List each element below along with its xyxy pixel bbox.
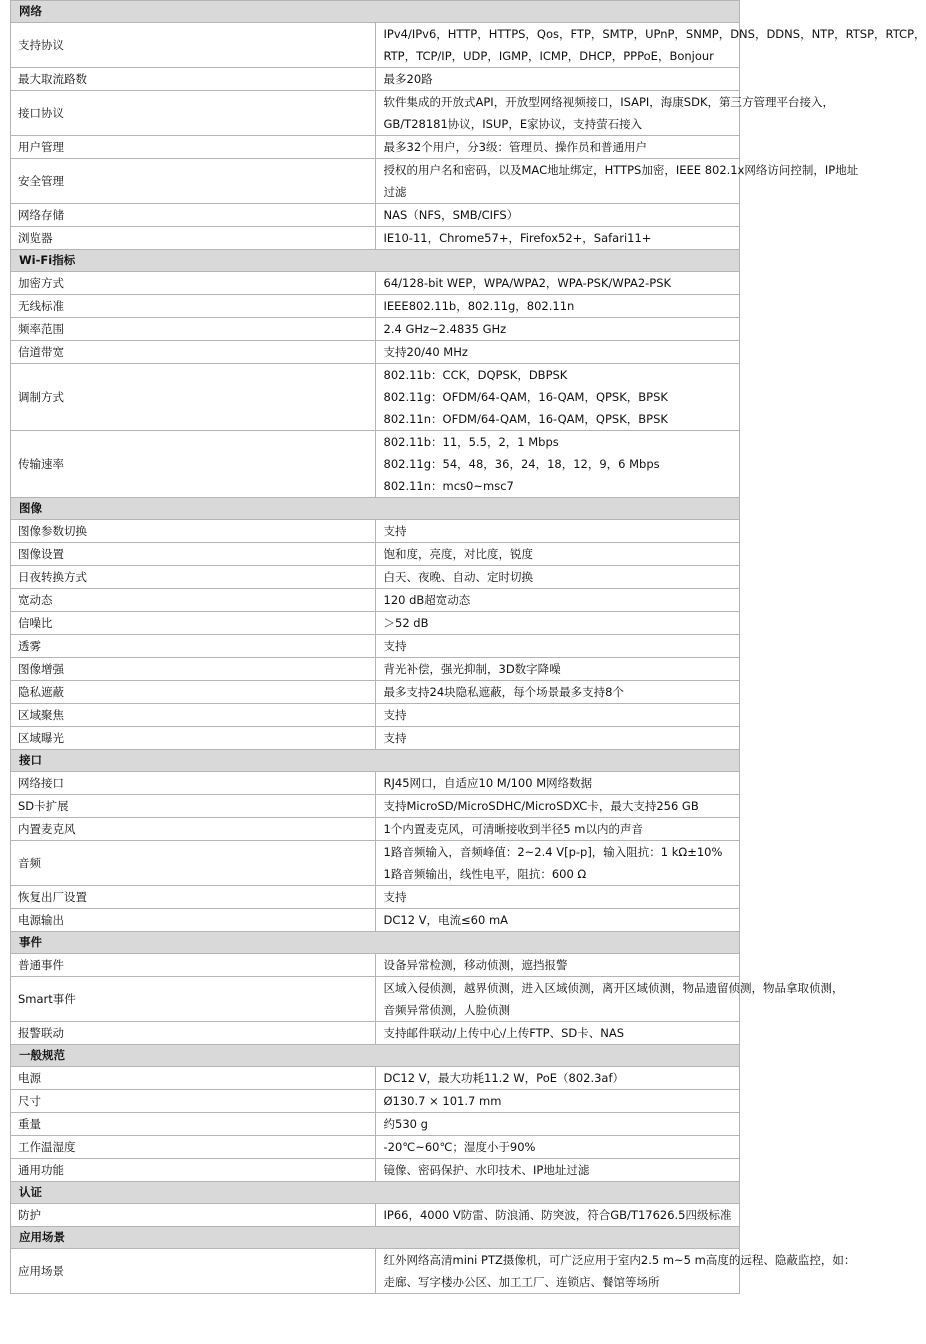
spec-value <box>375 1022 740 1045</box>
spec-row <box>11 658 740 681</box>
section-header <box>11 250 740 272</box>
spec-label: 加密方式 <box>11 272 376 295</box>
spec-label: 恢复出厂设置 <box>11 886 376 909</box>
spec-row <box>11 886 740 909</box>
spec-value <box>375 1090 740 1113</box>
spec-label: 普通事件 <box>11 954 376 977</box>
spec-value-line: 最多20路 <box>383 72 433 86</box>
spec-label: 电源 <box>11 1067 376 1090</box>
spec-value <box>375 1067 740 1090</box>
spec-label: 音频 <box>11 841 376 886</box>
spec-row <box>11 159 740 204</box>
spec-label: 图像增强 <box>11 658 376 681</box>
spec-row <box>11 543 740 566</box>
spec-value-line: 120 dB超宽动态 <box>383 593 471 607</box>
spec-row <box>11 589 740 612</box>
section-header <box>11 1 740 23</box>
spec-label: 传输速率 <box>11 431 376 498</box>
spec-value-line: 802.11b：11，5.5，2，1 Mbps <box>383 435 559 449</box>
spec-value-line: 支持 <box>383 708 407 722</box>
spec-value-line: DC12 V，最大功耗11.2 W，PoE（802.3af） <box>383 1071 625 1085</box>
spec-value <box>375 566 740 589</box>
spec-label: 内置麦克风 <box>11 818 376 841</box>
spec-label: SD卡扩展 <box>11 795 376 818</box>
spec-value <box>375 589 740 612</box>
spec-value <box>375 977 844 1022</box>
spec-value-line: 约530 g <box>383 1117 428 1131</box>
spec-row <box>11 295 740 318</box>
spec-value <box>375 772 740 795</box>
spec-value <box>375 543 740 566</box>
spec-value-line: 走廊、写字楼办公区、加工工厂、连锁店、餐馆等场所 <box>383 1275 660 1289</box>
spec-row <box>11 1022 740 1045</box>
spec-label: 应用场景 <box>11 1249 376 1294</box>
section-title: Wi-Fi指标 <box>11 250 740 272</box>
spec-row <box>11 1067 740 1090</box>
spec-row <box>11 1136 740 1159</box>
spec-value-line: 授权的用户名和密码，以及MAC地址绑定，HTTPS加密，IEEE 802.1x网络访问控制，IP地址 <box>383 163 859 177</box>
spec-value-line: IEEE802.11b，802.11g，802.11n <box>383 299 575 313</box>
spec-row <box>11 431 740 498</box>
spec-value-line: 最多32个用户，分3级：管理员、操作员和普通用户 <box>383 140 647 154</box>
spec-row <box>11 272 740 295</box>
spec-value-line: NAS（NFS，SMB/CIFS） <box>383 208 519 222</box>
spec-row <box>11 520 740 543</box>
spec-value <box>375 612 740 635</box>
spec-value-line: 2.4 GHz~2.4835 GHz <box>383 322 507 336</box>
spec-value <box>375 318 740 341</box>
spec-value <box>375 1159 740 1182</box>
spec-value-line: 64/128-bit WEP，WPA/WPA2，WPA-PSK/WPA2-PSK <box>383 276 672 290</box>
spec-value-line: -20℃~60℃；湿度小于90% <box>383 1140 536 1154</box>
spec-row <box>11 364 740 431</box>
spec-label: 用户管理 <box>11 136 376 159</box>
spec-value-line: IP66，4000 V防雷、防浪涌、防突波，符合GB/T17626.5四级标准 <box>383 1208 732 1222</box>
spec-value <box>375 635 740 658</box>
spec-row <box>11 612 740 635</box>
spec-value <box>375 68 740 91</box>
spec-value <box>375 704 740 727</box>
spec-value-line: 背光补偿，强光抑制，3D数字降噪 <box>383 662 561 676</box>
spec-label: 宽动态 <box>11 589 376 612</box>
spec-label: 尺寸 <box>11 1090 376 1113</box>
section-title: 认证 <box>11 1182 740 1204</box>
spec-value-line: 设备异常检测，移动侦测，遮挡报警 <box>383 958 568 972</box>
spec-value <box>375 227 740 250</box>
spec-label: 浏览器 <box>11 227 376 250</box>
spec-row <box>11 204 740 227</box>
spec-value-line: Ø130.7 × 101.7 mm <box>383 1094 502 1108</box>
spec-value-line: 支持 <box>383 890 407 904</box>
spec-value-line: 支持20/40 MHz <box>383 345 468 359</box>
spec-value <box>375 841 740 886</box>
spec-row <box>11 681 740 704</box>
spec-value <box>375 295 740 318</box>
section-header <box>11 932 740 954</box>
spec-row <box>11 136 740 159</box>
spec-label: 电源输出 <box>11 909 376 932</box>
spec-label: 网络存储 <box>11 204 376 227</box>
section-header <box>11 498 740 520</box>
spec-value-line: 白天、夜晚、自动、定时切换 <box>383 570 533 584</box>
spec-table-body <box>11 1 926 1294</box>
spec-row <box>11 1249 740 1294</box>
section-title: 一般规范 <box>11 1045 740 1067</box>
spec-label: 重量 <box>11 1113 376 1136</box>
spec-label: 区域聚焦 <box>11 704 376 727</box>
spec-label: 信噪比 <box>11 612 376 635</box>
spec-row <box>11 1204 740 1227</box>
spec-label: 图像设置 <box>11 543 376 566</box>
spec-value <box>375 1113 740 1136</box>
spec-label: 安全管理 <box>11 159 376 204</box>
spec-value-line: 802.11n：OFDM/64-QAM，16-QAM，QPSK，BPSK <box>383 412 668 426</box>
spec-row <box>11 318 740 341</box>
spec-value-line: 区域入侵侦测，越界侦测，进入区域侦测，离开区域侦测，物品遗留侦测，物品拿取侦测， <box>383 981 844 995</box>
spec-value-line: 1路音频输入，音频峰值：2~2.4 V[p-p]，输入阻抗：1 kΩ±10% <box>383 845 723 859</box>
spec-value-line: 音频异常侦测，人脸侦测 <box>383 1003 510 1017</box>
spec-value <box>375 818 740 841</box>
spec-value-line: ＞52 dB <box>383 616 429 630</box>
spec-value-line: DC12 V，电流≤60 mA <box>383 913 509 927</box>
spec-row <box>11 68 740 91</box>
spec-row <box>11 909 740 932</box>
spec-value-line: 1路音频输出，线性电平，阻抗：600 Ω <box>383 867 587 881</box>
spec-row <box>11 772 740 795</box>
section-title: 图像 <box>11 498 740 520</box>
spec-value-line: 802.11g：54，48，36，24，18，12，9，6 Mbps <box>383 457 660 471</box>
section-header <box>11 1045 740 1067</box>
spec-row <box>11 795 740 818</box>
spec-row <box>11 1159 740 1182</box>
spec-value-line: 支持邮件联动/上传中心/上传FTP、SD卡、NAS <box>383 1026 625 1040</box>
spec-value-line: 镜像、密码保护、水印技术、IP地址过滤 <box>383 1163 590 1177</box>
spec-value-line: 饱和度，亮度，对比度，锐度 <box>383 547 533 561</box>
section-header <box>11 1182 740 1204</box>
spec-label: 防护 <box>11 1204 376 1227</box>
spec-row <box>11 977 740 1022</box>
spec-value <box>375 520 740 543</box>
section-title: 接口 <box>11 750 740 772</box>
spec-row <box>11 341 740 364</box>
spec-label: 网络接口 <box>11 772 376 795</box>
spec-value <box>375 136 740 159</box>
spec-label: 调制方式 <box>11 364 376 431</box>
spec-row <box>11 1113 740 1136</box>
spec-value <box>375 1204 740 1227</box>
spec-label: 支持协议 <box>11 23 376 68</box>
section-title: 事件 <box>11 932 740 954</box>
spec-value-line: GB/T28181协议，ISUP，E家协议，支持萤石接入 <box>383 117 643 131</box>
spec-label: 日夜转换方式 <box>11 566 376 589</box>
spec-label: 区域曝光 <box>11 727 376 750</box>
section-title: 应用场景 <box>11 1227 740 1249</box>
spec-value <box>375 1249 856 1294</box>
spec-value <box>375 954 740 977</box>
spec-value <box>375 341 740 364</box>
spec-value <box>375 272 740 295</box>
spec-value <box>375 795 740 818</box>
spec-row <box>11 566 740 589</box>
spec-row <box>11 818 740 841</box>
spec-label: 接口协议 <box>11 91 376 136</box>
spec-value <box>375 681 740 704</box>
spec-value <box>375 886 740 909</box>
spec-value-line: 1个内置麦克风，可清晰接收到半径5 m以内的声音 <box>383 822 643 836</box>
spec-label: 图像参数切换 <box>11 520 376 543</box>
spec-value <box>375 364 740 431</box>
spec-label: Smart事件 <box>11 977 376 1022</box>
spec-value-line: 过滤 <box>383 185 407 199</box>
spec-value-line: 802.11n：mcs0~msc7 <box>383 479 514 493</box>
spec-value-line: 支持MicroSD/MicroSDHC/MicroSDXC卡，最大支持256 GB <box>383 799 699 813</box>
spec-row <box>11 727 740 750</box>
spec-value-line: RJ45网口，自适应10 M/100 M网络数据 <box>383 776 593 790</box>
spec-label: 隐私遮蔽 <box>11 681 376 704</box>
spec-row <box>11 635 740 658</box>
spec-value <box>375 91 834 136</box>
section-header <box>11 1227 740 1249</box>
spec-value <box>375 1136 740 1159</box>
spec-row <box>11 23 740 68</box>
spec-value <box>375 909 740 932</box>
spec-value-line: RTP，TCP/IP，UDP，IGMP，ICMP，DHCP，PPPoE，Bonjour <box>383 49 714 63</box>
spec-value-line: IE10-11，Chrome57+，Firefox52+，Safari11+ <box>383 231 652 245</box>
section-header <box>11 750 740 772</box>
spec-row <box>11 227 740 250</box>
spec-row <box>11 841 740 886</box>
spec-value-line: 红外网络高清mini PTZ摄像机，可广泛应用于室内2.5 m~5 m高度的远程、隐蔽监控，如： <box>383 1253 856 1267</box>
spec-value-line: 软件集成的开放式API，开放型网络视频接口，ISAPI，海康SDK，第三方管理平台接入， <box>383 95 834 109</box>
spec-row <box>11 91 740 136</box>
spec-value <box>375 431 740 498</box>
spec-row <box>11 704 740 727</box>
spec-label: 通用功能 <box>11 1159 376 1182</box>
spec-value <box>375 23 926 68</box>
spec-row <box>11 954 740 977</box>
spec-label: 信道带宽 <box>11 341 376 364</box>
spec-value-line: 802.11g：OFDM/64-QAM，16-QAM，QPSK，BPSK <box>383 390 668 404</box>
spec-value-line: IPv4/IPv6，HTTP，HTTPS，Qos，FTP，SMTP，UPnP，SNMP，DNS，DDNS，NTP，RTSP，RTCP， <box>383 27 926 41</box>
spec-label: 报警联动 <box>11 1022 376 1045</box>
spec-value <box>375 658 740 681</box>
spec-label: 透雾 <box>11 635 376 658</box>
section-title: 网络 <box>11 1 740 23</box>
spec-value <box>375 159 859 204</box>
spec-label: 工作温湿度 <box>11 1136 376 1159</box>
spec-row <box>11 1090 740 1113</box>
spec-value-line: 802.11b：CCK，DQPSK，DBPSK <box>383 368 568 382</box>
spec-value <box>375 204 740 227</box>
spec-value <box>375 727 740 750</box>
spec-label: 最大取流路数 <box>11 68 376 91</box>
spec-value-line: 支持 <box>383 639 407 653</box>
spec-label: 频率范围 <box>11 318 376 341</box>
spec-value-line: 最多支持24块隐私遮蔽，每个场景最多支持8个 <box>383 685 624 699</box>
spec-label: 无线标准 <box>11 295 376 318</box>
spec-value-line: 支持 <box>383 731 407 745</box>
spec-table <box>10 0 926 1294</box>
spec-value-line: 支持 <box>383 524 407 538</box>
